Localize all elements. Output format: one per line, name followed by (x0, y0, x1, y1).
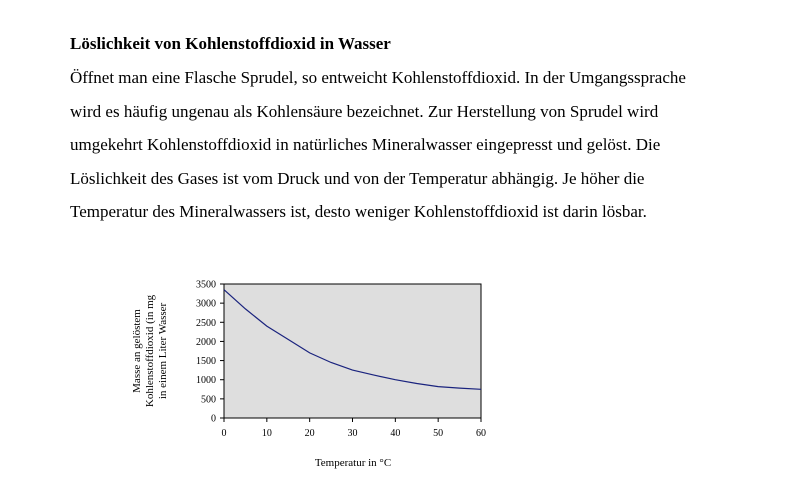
x-axis-label: Temperatur in °C (314, 457, 392, 469)
x-tick-label: 10 (261, 428, 272, 439)
x-axis (222, 418, 487, 439)
x-tick-label: 20 (304, 428, 315, 439)
x-tick-label: 60 (476, 428, 486, 439)
y-axis (196, 280, 224, 425)
y-axis-label-line: Masse an gelöstem (131, 309, 143, 393)
y-tick-label: 0 (211, 413, 216, 425)
y-tick-label: 3500 (196, 279, 216, 291)
document-title: Löslichkeit von Kohlenstoffdioxid in Wasser (70, 34, 391, 53)
y-tick-label: 2000 (196, 336, 216, 348)
y-axis-label-line: in einem Liter Wasser (157, 302, 169, 400)
y-axis-label-line: Kohlenstoffdioxid (in mg (144, 294, 156, 408)
plot-area (224, 284, 481, 418)
y-tick-label: 500 (201, 394, 216, 406)
x-tick-label: 40 (390, 428, 401, 439)
y-axis-label (131, 294, 169, 407)
solubility-chart (120, 272, 500, 482)
x-tick-label: 0 (221, 428, 227, 439)
y-tick-label: 1000 (196, 375, 216, 387)
document (70, 33, 770, 229)
document-paragraph: Öffnet man eine Flasche Sprudel, so entweicht Kohlenstoffdioxid. In der Umgangssprache wird es häufig ungenau als Kohlensäure bezeichnet. Zur Herstellung von Sprudel wird umgekehrt Kohlenstoffdioxid in natürliches Mineralwasser eingepresst und gelöst. Die Löslichkeit des Gases ist vom Druck und von der Temperatur abhängig. Je höher die Temperatur des Mineralwassers ist, desto weniger Kohlenstoffdioxid ist darin lösbar. (70, 68, 686, 221)
y-tick-label: 3000 (196, 298, 216, 310)
x-tick-label: 50 (433, 428, 444, 439)
y-tick-label: 2500 (196, 317, 216, 329)
x-tick-label: 30 (347, 428, 358, 439)
y-tick-label: 1500 (196, 356, 216, 368)
